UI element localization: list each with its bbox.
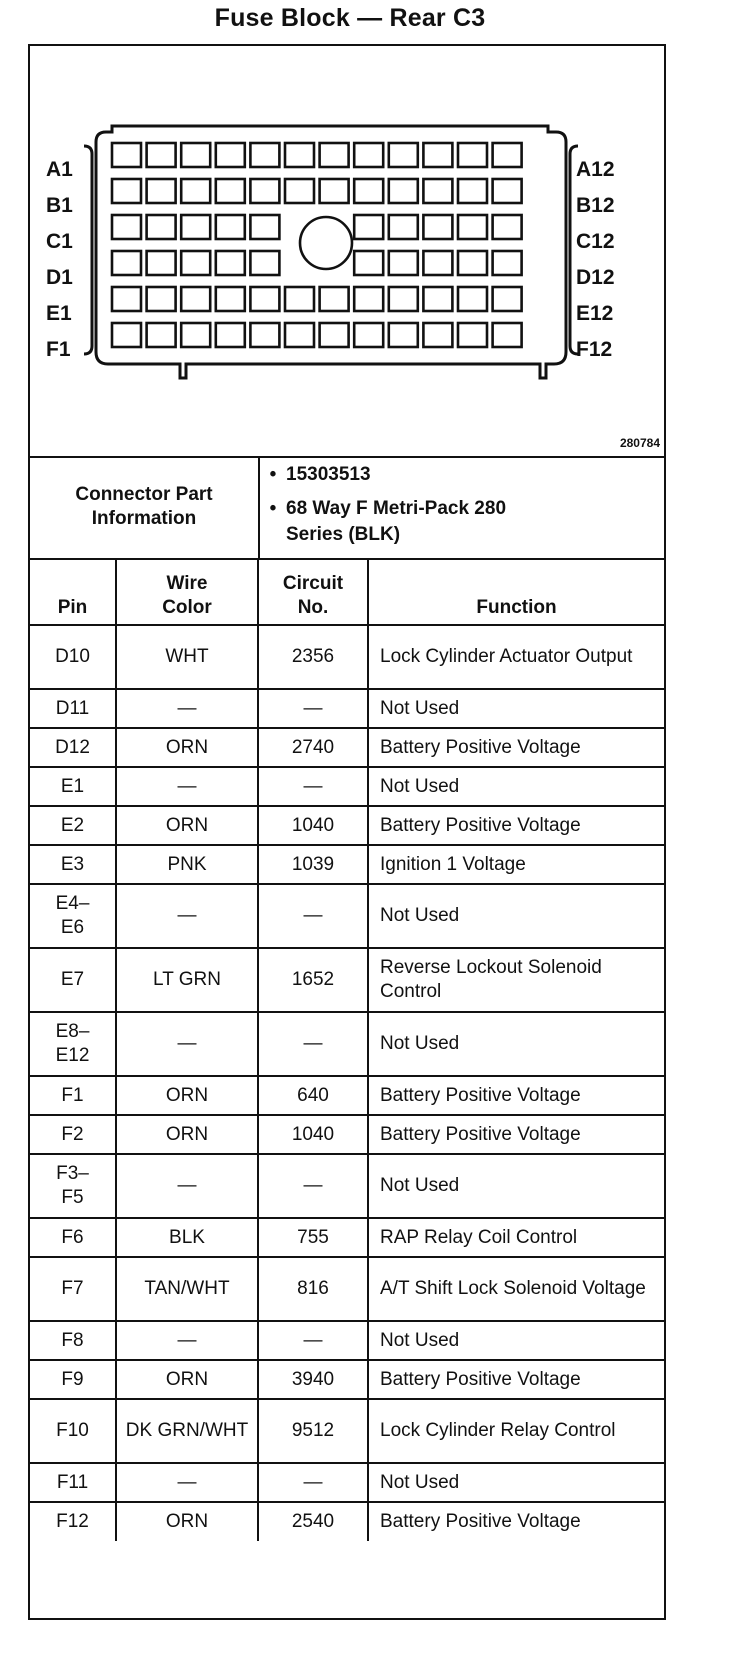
- cell-wire-color: —: [116, 1321, 258, 1360]
- cell-pin: E3: [30, 845, 116, 884]
- cell-pin: D12: [30, 728, 116, 767]
- pin-label-right: E12: [576, 302, 614, 325]
- cell-function: Battery Positive Voltage: [368, 1076, 664, 1115]
- pin-cavity: [493, 179, 522, 203]
- part-number-bullet: • 15303513: [260, 462, 660, 488]
- pin-cavity: [354, 179, 383, 203]
- cell-pin: E8–E12: [30, 1012, 116, 1076]
- pin-cavity: [285, 323, 314, 347]
- pin-cavity: [354, 251, 383, 275]
- pin-cavity: [423, 287, 452, 311]
- pin-cavity: [250, 287, 279, 311]
- pin-cavity: [250, 323, 279, 347]
- cell-function: Not Used: [368, 689, 664, 728]
- cell-function: Battery Positive Voltage: [368, 1360, 664, 1399]
- pin-label-right: B12: [576, 194, 615, 217]
- cell-pin: F9: [30, 1360, 116, 1399]
- table-row: [30, 1502, 664, 1541]
- connector-part-info-label: [30, 456, 260, 558]
- pin-cavity: [423, 251, 452, 275]
- cell-pin: F10: [30, 1399, 116, 1463]
- pin-cavity: [285, 287, 314, 311]
- pin-cavity: [354, 287, 383, 311]
- connector-diagram: [30, 46, 664, 458]
- cell-function: Ignition 1 Voltage: [368, 845, 664, 884]
- cell-pin: F12: [30, 1502, 116, 1541]
- cell-circuit-no: 2740: [258, 728, 368, 767]
- cell-function: Not Used: [368, 1321, 664, 1360]
- pin-cavity: [493, 287, 522, 311]
- pin-cavity: [250, 179, 279, 203]
- cell-circuit-no: 1040: [258, 1115, 368, 1154]
- cell-function: Not Used: [368, 1463, 664, 1502]
- cell-function: Not Used: [368, 1012, 664, 1076]
- pin-cavity: [458, 143, 487, 167]
- pin-cavity: [216, 323, 245, 347]
- pin-cavity: [181, 323, 210, 347]
- cell-wire-color: —: [116, 884, 258, 948]
- cell-function: RAP Relay Coil Control: [368, 1218, 664, 1257]
- cell-circuit-no: —: [258, 1154, 368, 1218]
- cell-circuit-no: 2540: [258, 1502, 368, 1541]
- pin-cavity: [320, 287, 349, 311]
- cell-wire-color: TAN/WHT: [116, 1257, 258, 1321]
- cell-pin: E2: [30, 806, 116, 845]
- cell-pin: F1: [30, 1076, 116, 1115]
- cell-function: Not Used: [368, 767, 664, 806]
- cell-function: A/T Shift Lock Solenoid Voltage: [368, 1257, 664, 1321]
- pin-cavity: [112, 179, 141, 203]
- pin-cavity: [423, 179, 452, 203]
- pin-cavity: [181, 251, 210, 275]
- pin-label-right: A12: [576, 158, 615, 181]
- cell-wire-color: —: [116, 1463, 258, 1502]
- pin-cavity: [112, 215, 141, 239]
- pin-cavity: [216, 179, 245, 203]
- pin-cavity: [216, 251, 245, 275]
- pin-cavity: [285, 143, 314, 167]
- pin-table: [30, 558, 664, 1541]
- cell-function: Battery Positive Voltage: [368, 806, 664, 845]
- cell-wire-color: ORN: [116, 1360, 258, 1399]
- pin-cavity: [354, 215, 383, 239]
- pin-cavity: [389, 215, 418, 239]
- header-function: Function: [368, 558, 664, 625]
- pin-cavity: [147, 215, 176, 239]
- pin-cavity: [216, 287, 245, 311]
- pin-table-header: [30, 558, 664, 625]
- cell-circuit-no: 755: [258, 1218, 368, 1257]
- table-row: [30, 1463, 664, 1502]
- cell-wire-color: ORN: [116, 728, 258, 767]
- pin-cavity: [112, 143, 141, 167]
- cell-function: Battery Positive Voltage: [368, 1115, 664, 1154]
- center-hole: [300, 217, 352, 269]
- header-pin: Pin: [30, 558, 116, 625]
- pin-cavity: [147, 287, 176, 311]
- connector-type: 68 Way F Metri-Pack 280 Series (BLK): [286, 498, 507, 545]
- cell-circuit-no: —: [258, 767, 368, 806]
- table-row: [30, 1218, 664, 1257]
- cell-pin: F3–F5: [30, 1154, 116, 1218]
- cell-pin: F6: [30, 1218, 116, 1257]
- pin-cavity: [216, 143, 245, 167]
- pin-cavity: [250, 251, 279, 275]
- pin-cavity: [112, 323, 141, 347]
- pin-cavity: [458, 251, 487, 275]
- cell-circuit-no: —: [258, 1012, 368, 1076]
- pin-cavity: [320, 179, 349, 203]
- cell-function: Lock Cylinder Actuator Output: [368, 625, 664, 689]
- pin-cavity: [320, 323, 349, 347]
- table-row: [30, 767, 664, 806]
- pin-cavity: [112, 287, 141, 311]
- cell-wire-color: BLK: [116, 1218, 258, 1257]
- cell-function: Reverse Lockout Solenoid Control: [368, 948, 664, 1012]
- pin-cavity: [493, 143, 522, 167]
- part-number: 15303513: [286, 464, 371, 485]
- page-title: Fuse Block — Rear C3: [214, 4, 486, 32]
- connector-face-drawing: [30, 46, 664, 456]
- pin-cavity: [389, 179, 418, 203]
- cell-pin: F11: [30, 1463, 116, 1502]
- pin-cavity: [285, 179, 314, 203]
- cell-circuit-no: 2356: [258, 625, 368, 689]
- pin-cavity: [250, 215, 279, 239]
- pin-label-right: F12: [576, 338, 613, 361]
- connector-type-bullet: • 68 Way F Metri-Pack 280 Series (BLK): [260, 496, 660, 548]
- pin-label-left: F1: [46, 338, 71, 361]
- cell-wire-color: ORN: [116, 1115, 258, 1154]
- pin-cavity: [181, 143, 210, 167]
- table-row: [30, 1154, 664, 1218]
- pin-cavity: [493, 215, 522, 239]
- pin-label-left: D1: [46, 266, 73, 289]
- pin-cavity: [181, 179, 210, 203]
- connector-part-info-label-text: Connector Part Information: [75, 484, 213, 529]
- connector-part-info-values: [260, 462, 660, 548]
- pin-cavity: [389, 323, 418, 347]
- table-row: [30, 1012, 664, 1076]
- table-row: [30, 1257, 664, 1321]
- cell-wire-color: ORN: [116, 1502, 258, 1541]
- pin-cavity: [493, 323, 522, 347]
- figure-number: 280784: [619, 436, 660, 450]
- table-row: [30, 728, 664, 767]
- cell-circuit-no: 3940: [258, 1360, 368, 1399]
- cell-circuit-no: —: [258, 884, 368, 948]
- table-row: [30, 948, 664, 1012]
- table-row: [30, 845, 664, 884]
- pin-cavity: [147, 179, 176, 203]
- table-row: [30, 884, 664, 948]
- cell-pin: E1: [30, 767, 116, 806]
- pin-cavity: [147, 143, 176, 167]
- pin-label-right: C12: [576, 230, 615, 253]
- pin-label-left: E1: [46, 302, 72, 325]
- pin-cavity: [181, 215, 210, 239]
- cell-wire-color: —: [116, 689, 258, 728]
- left-bracket: [84, 146, 92, 354]
- pin-cavity: [493, 251, 522, 275]
- cell-circuit-no: 9512: [258, 1399, 368, 1463]
- cell-wire-color: PNK: [116, 845, 258, 884]
- pin-cavity: [389, 287, 418, 311]
- pin-label-right: D12: [576, 266, 615, 289]
- pin-cavity: [250, 143, 279, 167]
- cell-pin: F8: [30, 1321, 116, 1360]
- table-row: [30, 1076, 664, 1115]
- pin-cavity: [458, 179, 487, 203]
- cell-pin: E7: [30, 948, 116, 1012]
- table-row: [30, 1115, 664, 1154]
- pin-cavity: [354, 143, 383, 167]
- pin-cavity: [458, 323, 487, 347]
- connector-frame: [28, 44, 666, 1620]
- cell-function: Lock Cylinder Relay Control: [368, 1399, 664, 1463]
- pin-cavity: [320, 143, 349, 167]
- pin-cavity: [147, 251, 176, 275]
- cell-wire-color: WHT: [116, 625, 258, 689]
- cell-circuit-no: —: [258, 689, 368, 728]
- cell-wire-color: —: [116, 1154, 258, 1218]
- pin-label-left: B1: [46, 194, 73, 217]
- cell-pin: F7: [30, 1257, 116, 1321]
- pin-label-left: C1: [46, 230, 73, 253]
- cell-function: Not Used: [368, 884, 664, 948]
- pin-cavity: [458, 287, 487, 311]
- cell-circuit-no: 640: [258, 1076, 368, 1115]
- cell-circuit-no: 1039: [258, 845, 368, 884]
- header-wire-color: Wire Color: [116, 558, 258, 625]
- cell-circuit-no: 1040: [258, 806, 368, 845]
- cell-pin: E4–E6: [30, 884, 116, 948]
- cell-wire-color: ORN: [116, 806, 258, 845]
- table-row: [30, 1321, 664, 1360]
- pin-cavity: [112, 251, 141, 275]
- header-circuit-no: Circuit No.: [258, 558, 368, 625]
- pin-cavity: [354, 323, 383, 347]
- table-row: [30, 1360, 664, 1399]
- cell-wire-color: ORN: [116, 1076, 258, 1115]
- pin-cavity: [458, 215, 487, 239]
- pin-cavity: [389, 143, 418, 167]
- pin-cavity: [423, 143, 452, 167]
- cell-wire-color: —: [116, 1012, 258, 1076]
- pin-label-left: A1: [46, 158, 73, 181]
- cell-wire-color: LT GRN: [116, 948, 258, 1012]
- pin-cavity: [147, 323, 176, 347]
- pin-cavity: [389, 251, 418, 275]
- cell-wire-color: DK GRN/WHT: [116, 1399, 258, 1463]
- table-row: [30, 689, 664, 728]
- table-row: [30, 806, 664, 845]
- connector-part-info: [30, 456, 664, 560]
- cell-circuit-no: —: [258, 1321, 368, 1360]
- cell-wire-color: —: [116, 767, 258, 806]
- table-row: [30, 1399, 664, 1463]
- pin-cavity: [181, 287, 210, 311]
- cell-function: Battery Positive Voltage: [368, 1502, 664, 1541]
- cell-pin: D10: [30, 625, 116, 689]
- pin-cavity: [423, 215, 452, 239]
- cell-pin: F2: [30, 1115, 116, 1154]
- cell-circuit-no: 1652: [258, 948, 368, 1012]
- cell-circuit-no: 816: [258, 1257, 368, 1321]
- cell-circuit-no: —: [258, 1463, 368, 1502]
- cell-function: Battery Positive Voltage: [368, 728, 664, 767]
- table-row: [30, 625, 664, 689]
- pin-cavity: [423, 323, 452, 347]
- pin-cavity: [216, 215, 245, 239]
- cell-pin: D11: [30, 689, 116, 728]
- cell-function: Not Used: [368, 1154, 664, 1218]
